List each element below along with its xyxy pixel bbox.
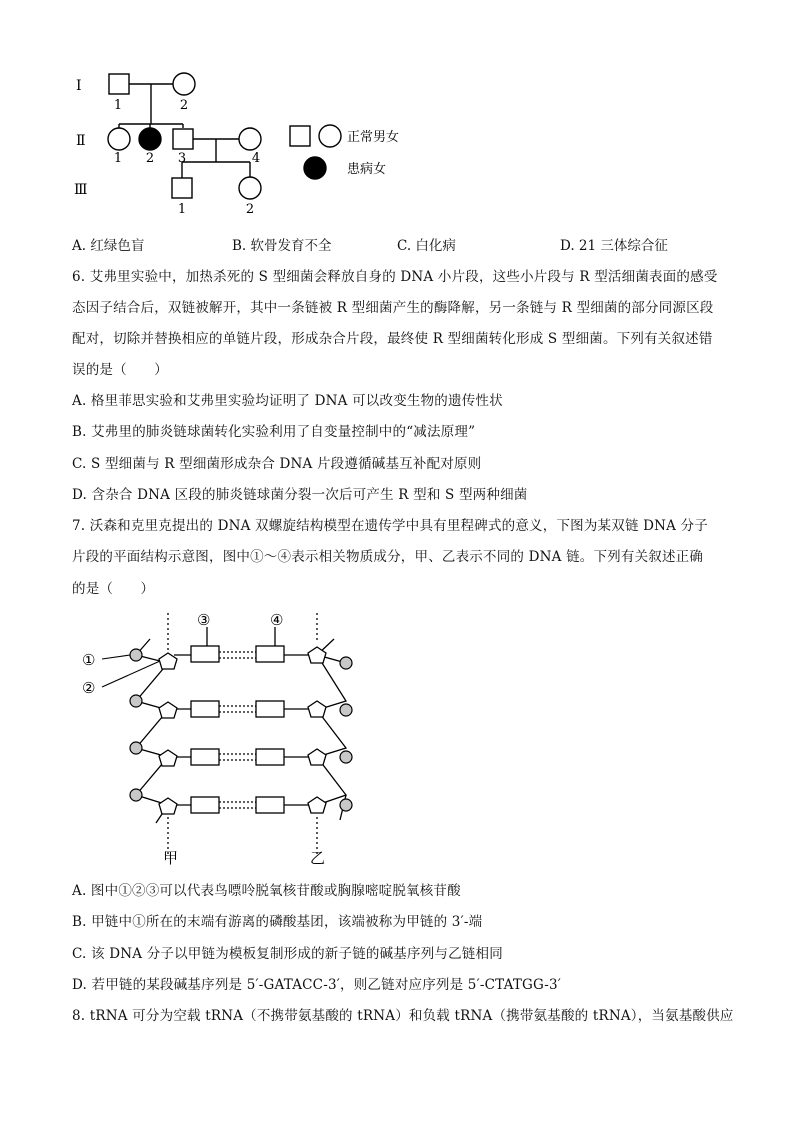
- sugar-left-3: [159, 750, 177, 766]
- phosphate-right-1: [340, 657, 352, 669]
- gen3-num-2: 2: [245, 202, 255, 217]
- legend-affected-symbol: [304, 157, 326, 179]
- phosphate-right-4: [340, 799, 352, 811]
- q7-option-b: B. 甲链中①所在的末端有游离的磷酸基团，该端被称为甲链的 3′-端: [72, 914, 483, 930]
- q8-stem-line-1: 8. tRNA 可分为空载 tRNA（不携带氨基酸的 tRNA）和负载 tRNA（携带氨基酸的 tRNA），当氨基酸供应: [72, 1008, 734, 1024]
- label-circle-1: ①: [82, 651, 96, 669]
- phosphate-left-2: [130, 695, 142, 707]
- label-strand-yi: 乙: [310, 849, 326, 867]
- dna-structure-figure: [70, 605, 370, 870]
- q6-option-b: B. 艾弗里的肺炎链球菌转化实验利用了自变量控制中的“减法原理”: [72, 424, 476, 440]
- label-circle-2: ②: [82, 679, 96, 697]
- gen-label-1: Ⅰ: [76, 78, 82, 94]
- gen1-male-1: [109, 74, 129, 94]
- q7-stem-line-2: 片段的平面结构示意图，图中①～④表示相关物质成分，甲、乙表示不同的 DNA 链。下列有关叙述正确: [72, 549, 704, 565]
- legend-affected-label: 患病女: [347, 162, 387, 177]
- gen1-female-2: [173, 73, 195, 95]
- label-circle-3: ③: [197, 611, 211, 629]
- pedigree-chart: [60, 62, 430, 222]
- legend-male-symbol: [290, 126, 310, 146]
- sugar-right-2: [308, 701, 326, 717]
- gen2-female-4: [239, 128, 261, 150]
- gen2-num-3: 3: [177, 151, 187, 166]
- gen2-affected-female-2: [139, 128, 161, 150]
- sugar-right-4: [308, 797, 326, 813]
- gen-label-2: Ⅱ: [76, 133, 86, 149]
- gen2-num-1: 1: [113, 151, 123, 166]
- q7-option-a: A. 图中①②③可以代表鸟嘌呤脱氧核苷酸或胸腺嘧啶脱氧核苷酸: [72, 883, 461, 899]
- legend-normal-label: 正常男女: [347, 130, 400, 145]
- phosphate-left-4: [130, 789, 142, 801]
- gen3-male-1: [172, 178, 192, 198]
- phosphate-right-2: [340, 704, 352, 716]
- gen1-num-1: 1: [113, 98, 123, 113]
- phosphate-right-3: [340, 751, 352, 763]
- q5-option-a: A. 红绿色盲: [72, 238, 145, 254]
- base-pair-row-2: [174, 701, 310, 717]
- q6-option-a: A. 格里菲思实验和艾弗里实验均证明了 DNA 可以改变生物的遗传性状: [72, 393, 503, 409]
- gen-label-3: Ⅲ: [74, 182, 88, 198]
- gen2-female-1: [108, 128, 130, 150]
- q7-stem-line-3: 的是（ ）: [72, 581, 155, 597]
- base-pair-row-1: [174, 627, 310, 662]
- phosphate-left-1: [130, 649, 142, 661]
- base-pair-row-4: [174, 797, 310, 813]
- gen2-num-2: 2: [145, 151, 155, 166]
- q6-stem-line-2: 态因子结合后，双链被解开，其中一条链被 R 型细菌产生的酶降解，另一条链与 R 型细菌的部分同源区段: [72, 300, 714, 316]
- legend-female-symbol: [319, 125, 341, 147]
- gen2-num-4: 4: [251, 151, 261, 166]
- q6-option-c: C. S 型细菌与 R 型细菌形成杂合 DNA 片段遵循碱基互补配对原则: [72, 456, 482, 472]
- sugar-left-2: [159, 702, 177, 718]
- label-circle-4: ④: [270, 611, 284, 629]
- q7-option-c: C. 该 DNA 分子以甲链为模板复制形成的新子链的碱基序列与乙链相同: [72, 946, 503, 962]
- q6-stem-line-4: 误的是（ ）: [72, 362, 168, 378]
- q5-option-c: C. 白化病: [397, 238, 456, 254]
- gen1-num-2: 2: [179, 98, 189, 113]
- sugar-right-3: [308, 749, 326, 765]
- q6-stem-line-3: 配对，切除并替换相应的单链片段，形成杂合片段，最终使 R 型细菌转化形成 S 型细菌。下列有关叙述错: [72, 331, 713, 347]
- gen3-female-2: [239, 177, 261, 199]
- q6-stem-line-1: 6. 艾弗里实验中，加热杀死的 S 型细菌会释放自身的 DNA 小片段，这些小片段与 R 型活细菌表面的感受: [72, 269, 718, 285]
- gen2-male-3: [173, 129, 193, 149]
- label-strand-jia: 甲: [163, 849, 179, 867]
- q6-option-d: D. 含杂合 DNA 区段的肺炎链球菌分裂一次后可产生 R 型和 S 型两种细菌: [72, 487, 528, 503]
- q5-option-d: D. 21 三体综合征: [560, 238, 668, 254]
- base-pair-row-3: [174, 749, 310, 765]
- phosphate-left-3: [130, 742, 142, 754]
- q7-option-d: D. 若甲链的某段碱基序列是 5′-GATACC-3′，则乙链对应序列是 5′-CTATGG-3′: [72, 977, 562, 993]
- gen3-num-1: 1: [177, 202, 187, 217]
- q7-stem-line-1: 7. 沃森和克里克提出的 DNA 双螺旋结构模型在遗传学中具有里程碑式的意义，下图为某双链 DNA 分子: [72, 518, 709, 534]
- q5-option-b: B. 软骨发育不全: [232, 238, 332, 254]
- sugar-left-4: [159, 798, 177, 814]
